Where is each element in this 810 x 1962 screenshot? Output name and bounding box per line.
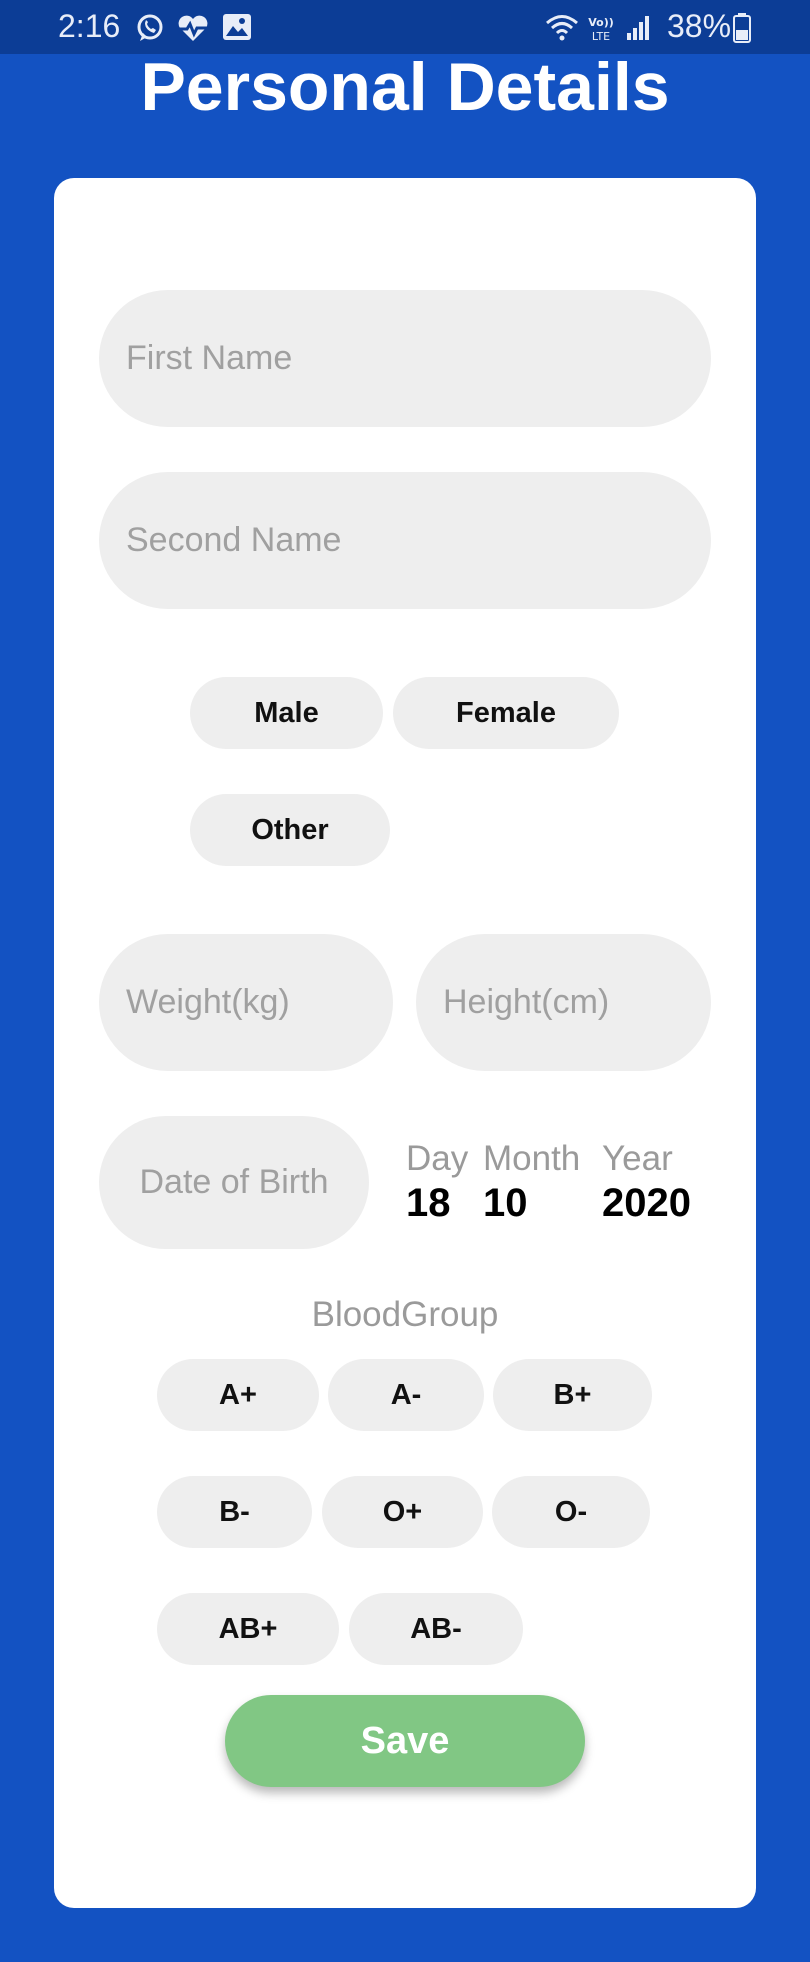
gallery-icon <box>222 13 252 41</box>
dob-month-label: Month <box>483 1139 581 1178</box>
dob-year-label: Year <box>602 1139 673 1178</box>
gender-other-chip[interactable]: Other <box>190 794 390 866</box>
dob-day-label: Day <box>406 1139 469 1178</box>
form-card <box>54 178 756 1908</box>
dob-year <box>602 1139 691 1227</box>
gender-male-chip[interactable]: Male <box>190 677 383 749</box>
blood-group-b-plus[interactable]: B+ <box>493 1359 652 1431</box>
blood-group-ab-plus[interactable]: AB+ <box>157 1593 339 1665</box>
blood-group-a-plus[interactable]: A+ <box>157 1359 319 1431</box>
blood-group-ab-minus[interactable]: AB- <box>349 1593 523 1665</box>
status-time: 2:16 <box>58 8 121 44</box>
date-of-birth-label: Date of Birth <box>139 1163 329 1201</box>
wifi-icon <box>545 13 579 41</box>
volte-icon <box>586 13 616 43</box>
signal-icon <box>625 13 653 41</box>
heart-rate-icon <box>176 13 210 43</box>
svg-text:LTE: LTE <box>591 30 611 43</box>
weight-input[interactable] <box>99 934 393 1071</box>
first-name-input[interactable] <box>99 290 711 427</box>
blood-group-label: BloodGroup <box>311 1295 499 1334</box>
height-placeholder: Height(cm) <box>443 983 610 1021</box>
dob-day-value: 18 <box>406 1181 451 1225</box>
height-input[interactable] <box>416 934 711 1071</box>
blood-group-a-minus[interactable]: A- <box>328 1359 484 1431</box>
blood-group-o-plus[interactable]: O+ <box>322 1476 483 1548</box>
gender-female-chip[interactable]: Female <box>393 677 619 749</box>
battery-percent: 38% <box>667 8 732 44</box>
blood-group-b-minus[interactable]: B- <box>157 1476 312 1548</box>
page-title: Personal Details <box>140 49 670 125</box>
dob-month-value: 10 <box>483 1181 528 1225</box>
battery-icon <box>733 13 751 43</box>
whatsapp-icon <box>135 13 165 43</box>
dob-day <box>406 1139 468 1227</box>
first-name-placeholder: First Name <box>126 339 293 377</box>
second-name-placeholder: Second Name <box>126 521 342 559</box>
save-button[interactable]: Save <box>225 1695 585 1787</box>
dob-month <box>483 1139 580 1227</box>
svg-text:Vo)): Vo)) <box>588 16 614 29</box>
date-of-birth-button[interactable] <box>99 1116 369 1249</box>
dob-year-value: 2020 <box>602 1181 691 1225</box>
weight-placeholder: Weight(kg) <box>126 983 290 1021</box>
second-name-input[interactable] <box>99 472 711 609</box>
blood-group-o-minus[interactable]: O- <box>492 1476 650 1548</box>
